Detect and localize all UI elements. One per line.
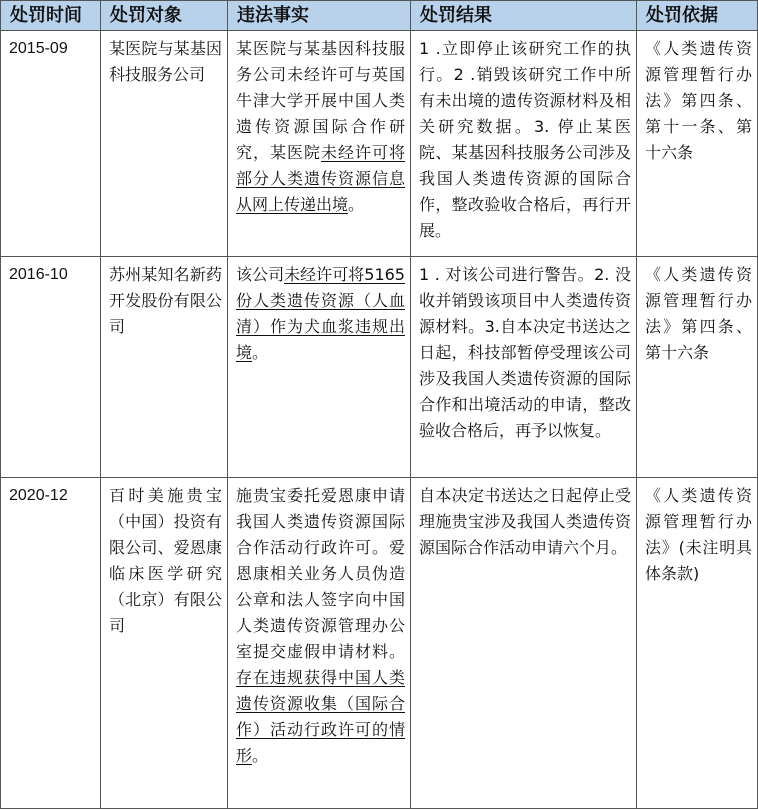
facts-underlined-text: 未经许可将部分人类遗传资源信息从网上传递出境: [236, 143, 405, 214]
header-row: [1, 1, 758, 31]
cell-target: 百时美施贵宝（中国）投资有限公司、爱恩康临床医学研究（北京）有限公司: [101, 478, 228, 809]
facts-underlined-text: 存在违规获得中国人类遗传资源收集（国际合作）活动行政许可的情形: [236, 668, 405, 765]
cell-time: 2016-10: [1, 257, 101, 478]
cell-target: 某医院与某基因科技服务公司: [101, 31, 228, 257]
header-result: 处罚结果: [411, 1, 637, 31]
cell-time: 2020-12: [1, 478, 101, 809]
cell-basis: 《人类遗传资源管理暂行办法》第四条、第十一条、第十六条: [637, 31, 758, 257]
facts-plain-text: 施贵宝委托爱恩康申请我国人类遗传资源国际合作活动行政许可。爱恩康相关业务人员伪造公章和法人签字向中国人类遗传资源管理办公室提交虚假申请材料。: [236, 486, 405, 661]
table-row: [1, 31, 758, 257]
header-facts: 违法事实: [228, 1, 411, 31]
cell-result: 1 .立即停止该研究工作的执行。2 .销毁该研究工作中所有未出境的遗传资源材料及相关研究数据。3. 停止某医院、某基因科技服务公司涉及我国人类遗传资源的国际合作，整改验收合格后，再行开展。: [411, 31, 637, 257]
cell-facts: [228, 478, 411, 809]
facts-underlined-text: 未经许可将5165 份人类遗传资源（人血清）作为犬血浆违规出境: [236, 265, 405, 362]
cell-target: 苏州某知名新药开发股份有限公司: [101, 257, 228, 478]
table-row: [1, 478, 758, 809]
facts-tail-text: 。: [252, 746, 269, 765]
facts-tail-text: 。: [348, 195, 365, 214]
cell-result: 1 . 对该公司进行警告。2. 没收并销毁该项目中人类遗传资源材料。3.自本决定书送达之日起，科技部暂停受理该公司涉及我国人类遗传资源的国际合作和出境活动的申请，整改验收合格后，再予以恢复。: [411, 257, 637, 478]
header-target: 处罚对象: [101, 1, 228, 31]
cell-facts: [228, 257, 411, 478]
header-time: 处罚时间: [1, 1, 101, 31]
facts-tail-text: 。: [252, 343, 269, 362]
table-row: [1, 257, 758, 478]
facts-plain-text: 某医院与某基因科技服务公司未经许可与英国牛津大学开展中国人类遗传资源国际合作研究，某医院: [236, 39, 405, 162]
cell-facts: [228, 31, 411, 257]
header-basis: 处罚依据: [637, 1, 758, 31]
cell-result: 自本决定书送达之日起停止受理施贵宝涉及我国人类遗传资源国际合作活动申请六个月。: [411, 478, 637, 809]
cell-time: 2015-09: [1, 31, 101, 257]
cell-basis: 《人类遗传资源管理暂行办法》第四条、第十六条: [637, 257, 758, 478]
cell-basis: 《人类遗传资源管理暂行办法》(未注明具体条款): [637, 478, 758, 809]
facts-plain-text: 该公司: [236, 265, 285, 284]
